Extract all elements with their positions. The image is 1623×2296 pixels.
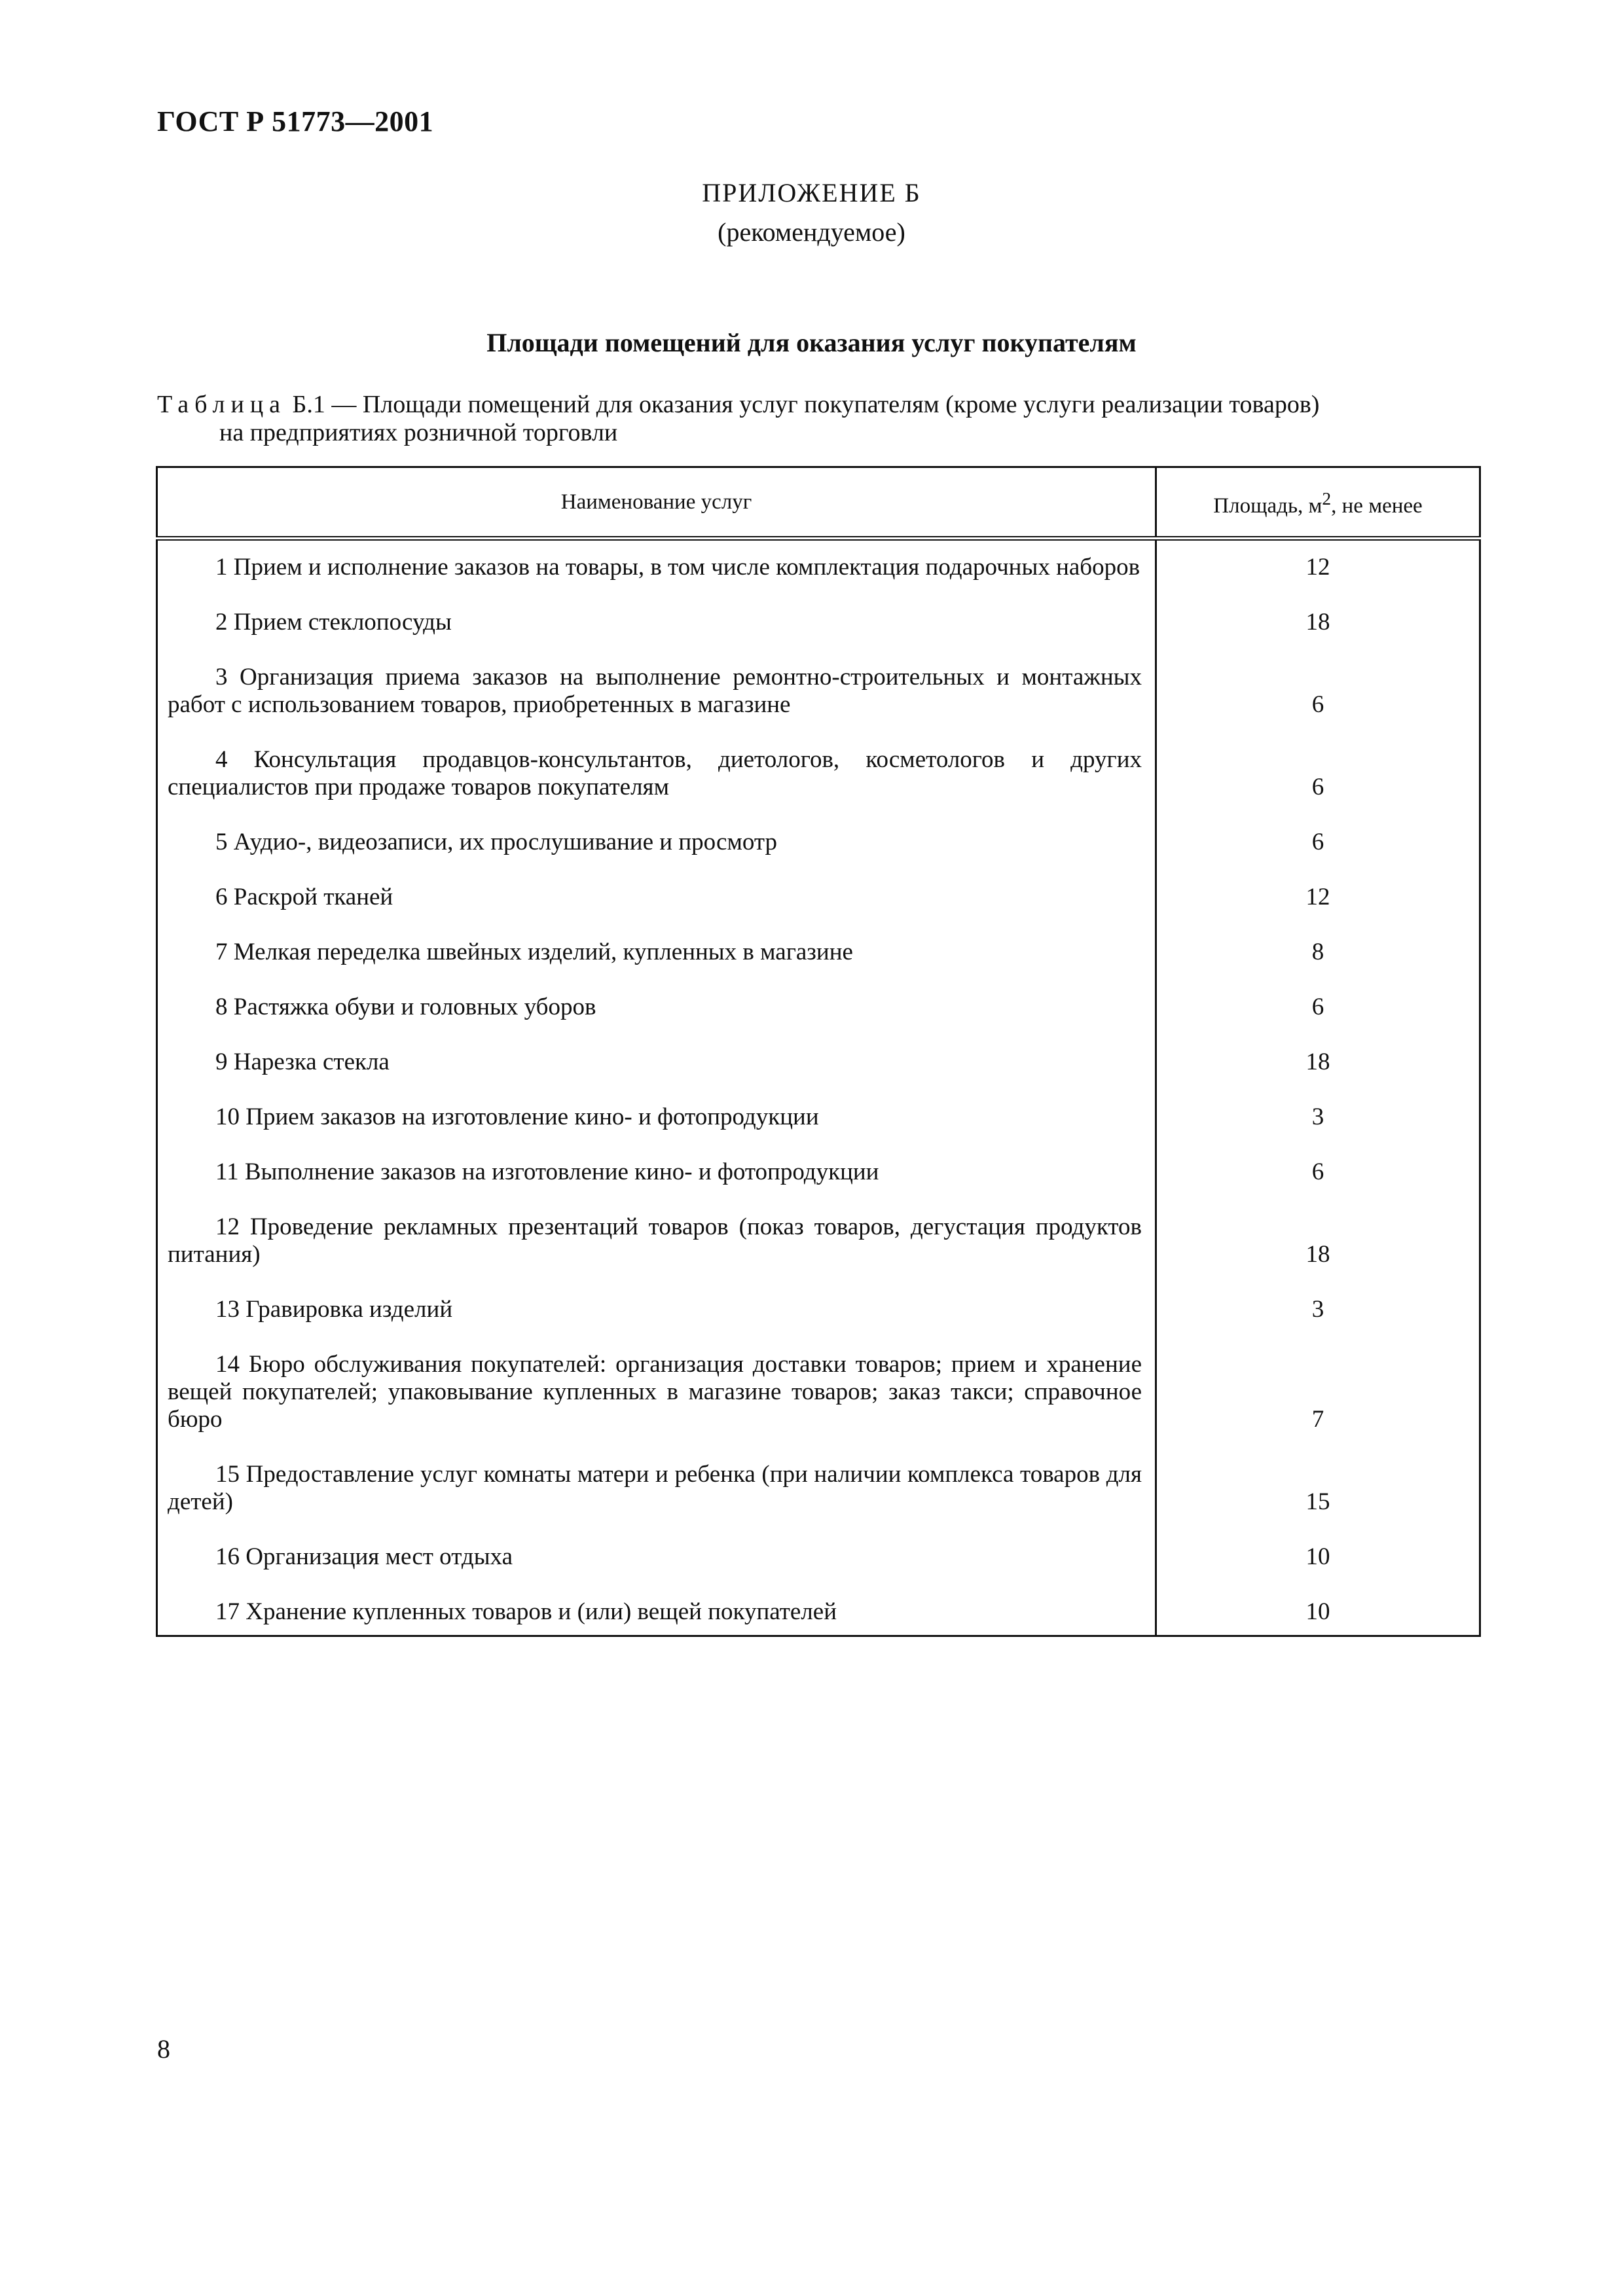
appendix-heading <box>0 173 1623 252</box>
service-name: 5 Аудио-, видеозаписи, их прослушивание и просмотр <box>157 801 1156 856</box>
service-name: 3 Организация приема заказов на выполнение ремонтно-строительных и монтажных работ с использованием товаров, приобретенных в магазине <box>157 636 1156 719</box>
service-name: 9 Нарезка стекла <box>157 1021 1156 1076</box>
service-name: 17 Хранение купленных товаров и (или) вещей покупателей <box>157 1571 1156 1636</box>
service-area: 12 <box>1156 539 1480 582</box>
service-area: 6 <box>1156 801 1480 856</box>
table-row <box>157 1131 1480 1186</box>
header-area <box>1156 467 1480 539</box>
service-name: 16 Организация мест отдыха <box>157 1516 1156 1571</box>
table-row <box>157 1516 1480 1571</box>
services-table <box>156 466 1481 1637</box>
service-area: 18 <box>1156 1186 1480 1268</box>
service-area: 3 <box>1156 1076 1480 1131</box>
header-area-superscript: 2 <box>1322 488 1332 509</box>
caption-text-line2: на предприятиях розничной торговли <box>219 419 618 446</box>
table-header-row <box>157 467 1480 539</box>
appendix-title: ПРИЛОЖЕНИЕ Б <box>702 178 921 207</box>
service-name: 11 Выполнение заказов на изготовление кино- и фотопродукции <box>157 1131 1156 1186</box>
table-row <box>157 1571 1480 1636</box>
service-area: 3 <box>1156 1268 1480 1323</box>
table-row <box>157 581 1480 636</box>
caption-dash: — <box>331 391 357 418</box>
service-name: 15 Предоставление услуг комнаты матери и ребенка (при наличии комплекса товаров для детей) <box>157 1433 1156 1516</box>
table-row <box>157 1268 1480 1323</box>
table-row <box>157 801 1480 856</box>
standard-code: ГОСТ Р 51773—2001 <box>157 105 434 137</box>
service-area: 10 <box>1156 1516 1480 1571</box>
service-name: 1 Прием и исполнение заказов на товары, в том числе комплектация подарочных наборов <box>157 539 1156 582</box>
service-name: 13 Гравировка изделий <box>157 1268 1156 1323</box>
service-area: 8 <box>1156 911 1480 966</box>
service-name: 2 Прием стеклопосуды <box>157 581 1156 636</box>
caption-number: Б.1 <box>292 391 325 418</box>
table-row <box>157 719 1480 801</box>
service-name: 7 Мелкая переделка швейных изделий, купленных в магазине <box>157 911 1156 966</box>
table-row <box>157 1076 1480 1131</box>
header-service-name: Наименование услуг <box>157 467 1156 539</box>
table-row <box>157 1323 1480 1433</box>
table-row <box>157 911 1480 966</box>
table-row <box>157 1021 1480 1076</box>
header-area-prefix: Площадь, м <box>1213 493 1322 518</box>
service-area: 6 <box>1156 966 1480 1021</box>
table-row <box>157 1433 1480 1516</box>
table-row <box>157 1186 1480 1268</box>
service-area: 10 <box>1156 1571 1480 1636</box>
service-area: 6 <box>1156 719 1480 801</box>
service-name: 12 Проведение рекламных презентаций товаров (показ товаров, дегустация продуктов питания) <box>157 1186 1156 1268</box>
caption-label: Таблица <box>157 391 287 418</box>
page-number: 8 <box>157 2034 170 2064</box>
service-area: 18 <box>1156 581 1480 636</box>
table-row <box>157 539 1480 582</box>
service-name: 4 Консультация продавцов-консультантов, диетологов, косметологов и других специалистов при продаже товаров покупателям <box>157 719 1156 801</box>
service-name: 6 Раскрой тканей <box>157 856 1156 911</box>
appendix-status: (рекомендуемое) <box>718 217 905 247</box>
table-row <box>157 636 1480 719</box>
service-area: 18 <box>1156 1021 1480 1076</box>
header-area-suffix: , не менее <box>1331 493 1423 518</box>
section-title: Площади помещений для оказания услуг покупателям <box>486 328 1137 357</box>
service-area: 12 <box>1156 856 1480 911</box>
table-row <box>157 856 1480 911</box>
table-caption <box>157 391 1480 447</box>
service-area: 7 <box>1156 1323 1480 1433</box>
service-area: 6 <box>1156 1131 1480 1186</box>
service-name: 8 Растяжка обуви и головных уборов <box>157 966 1156 1021</box>
caption-text-line1: Площади помещений для оказания услуг покупателям (кроме услуги реализации товаров) <box>362 391 1320 418</box>
service-name: 14 Бюро обслуживания покупателей: организация доставки товаров; прием и хранение вещей покупателей; упаковывание купленных в магазине товаров; заказ такси; справочное бюро <box>157 1323 1156 1433</box>
service-area: 15 <box>1156 1433 1480 1516</box>
service-area: 6 <box>1156 636 1480 719</box>
table-row <box>157 966 1480 1021</box>
service-name: 10 Прием заказов на изготовление кино- и фотопродукции <box>157 1076 1156 1131</box>
